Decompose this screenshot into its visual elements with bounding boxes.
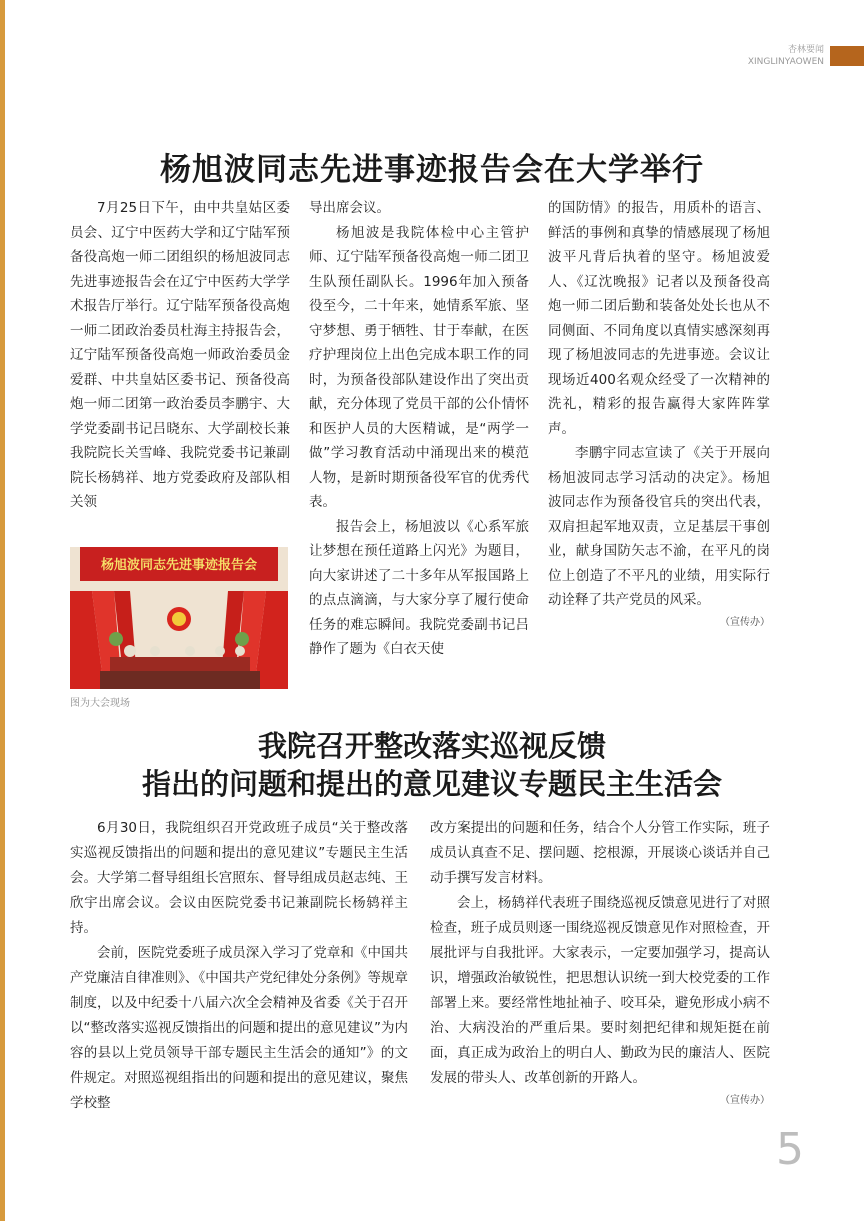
article2-column-right bbox=[430, 816, 770, 1111]
meeting-photo-graphic bbox=[70, 547, 288, 689]
article1-column-2 bbox=[309, 196, 529, 662]
section-label-en: XINGLINYAOWEN bbox=[747, 57, 824, 67]
page-number: 5 bbox=[776, 1124, 804, 1175]
article2-paragraph: 会上，杨鸫祥代表班子围绕巡视反馈意见进行了对照检查，班子成员则逐一围绕巡视反馈意见作对照检查，开展批评与自我批评。大家表示，一定要加强学习，提高认识，增强政治敏锐性，把思想认识统一到大校党委的工作部署上来。要经常性地扯袖子、咬耳朵，避免形成小病不治、大病没治的严重后果。要时刻把纪律和规矩挺在前面，真正成为政治上的明白人、勤政为民的廉洁人、医院发展的带头人、改革创新的开路人。 bbox=[430, 895, 770, 1086]
section-tab bbox=[830, 46, 864, 66]
article2-column-left bbox=[70, 816, 408, 1116]
article2-paragraph: 6月30日，我院组织召开党政班子成员“关于整改落实巡视反馈指出的问题和提出的意见建议”专题民主生活会。大学第二督导组组长宫照东、督导组成员赵志纯、王欣宇出席会议。会议由医院党委书记兼副院长杨鸫祥主持。 bbox=[70, 820, 408, 936]
article1-paragraph: 杨旭波是我院体检中心主管护师、辽宁陆军预备役高炮一师二团卫生队预任副队长。1996年加入预备役至今，二十年来，她情系军旅、坚守梦想、勇于牺牲、甘于奉献，在医疗护理岗位上出色完成本职工作的同时，为预备役部队建设作出了突出贡献，充分体现了党员干部的公仆情怀和医护人员的大医精诚，是“两学一做”学习教育活动中涌现出来的模范人物，是新时期预备役军官的优秀代表。 bbox=[309, 224, 529, 510]
article2-title-line-2: 指出的问题和提出的意见建议专题民主生活会 bbox=[141, 767, 722, 801]
article1-column-1 bbox=[70, 196, 290, 515]
article1-paragraph: 李鹏宇同志宣读了《关于开展向杨旭波同志学习活动的决定》。杨旭波同志作为预备役官兵的突出代表，双肩担起军地双责，立足基层干事创业，献身国防矢志不渝，在平凡的岗位上创造了不平凡的业绩，用实际行动诠释了共产党员的风采。 bbox=[548, 445, 770, 608]
photo-caption: 图为大会现场 bbox=[70, 698, 130, 709]
article2-title-line-1: 我院召开整改落实巡视反馈 bbox=[257, 729, 606, 763]
article1-paragraph: 报告会上，杨旭波以《心系军旅 让梦想在预任道路上闪光》为题目，向大家讲述了二十多年从军报国路上的点点滴滴，与大家分享了履行使命任务的难忘瞬间。我院党委副书记吕静作了题为《白衣天使 bbox=[309, 518, 529, 657]
article2-paragraph: 会前，医院党委班子成员深入学习了党章和《中国共产党廉洁自律准则》、《中国共产党纪律处分条例》等规章制度，以及中纪委十八届六次全会精神及省委《关于召开以“整改落实巡视反馈指出的问题和提出的意见建议”为内容的县以上党员领导干部专题民主生活会的通知”》的文件规定。对照巡视组指出的问题和提出的意见建议，聚焦学校整 bbox=[70, 945, 408, 1111]
section-header bbox=[748, 44, 824, 68]
article2-title bbox=[0, 727, 864, 803]
article2-credit: （宣传办） bbox=[720, 1095, 770, 1106]
photo-banner-text: 杨旭波同志先进事迹报告会 bbox=[100, 558, 258, 573]
article2-paragraph: 改方案提出的问题和任务，结合个人分管工作实际，班子成员认真查不足、摆问题、挖根源，开展谈心谈话并自己动手撰写发言材料。 bbox=[430, 820, 770, 886]
article1-title: 杨旭波同志先进事迹报告会在大学举行 bbox=[160, 152, 704, 188]
article1-paragraph: 导出席会议。 bbox=[309, 200, 390, 216]
meeting-photo bbox=[70, 547, 288, 689]
article1-paragraph: 的国防情》的报告，用质朴的语言、鲜活的事例和真挚的情感展现了杨旭波平凡背后执着的坚守。杨旭波爱人、《辽沈晚报》记者以及预备役高炮一师二团后勤和装备处处长也从不同侧面、不同角度以真情实感深刻再现了杨旭波同志的先进事迹。会议让现场近400名观众经受了一次精神的洗礼，精彩的报告赢得大家阵阵掌声。 bbox=[548, 200, 770, 437]
article1-paragraph: 7月25日下午，由中共皇姑区委员会、辽宁中医药大学和辽宁陆军预备役高炮一师二团组织的杨旭波同志先进事迹报告会在辽宁中医药大学学术报告厅举行。辽宁陆军预备役高炮一师二团政治委员杜海主持报告会，辽宁陆军预备役高炮一师政治委员金爱群、中共皇姑区委书记、预备役高炮一师二团第一政治委员李鹏宇、大学党委副书记吕晓东、大学副校长兼我院院长关雪峰、我院党委书记兼副院长杨鸫祥、地方党委政府及部队相关领 bbox=[70, 200, 290, 510]
article1-credit: （宣传办） bbox=[720, 616, 770, 628]
article1-column-3 bbox=[548, 196, 770, 633]
section-label-cn: 杏林要闻 bbox=[787, 45, 824, 55]
